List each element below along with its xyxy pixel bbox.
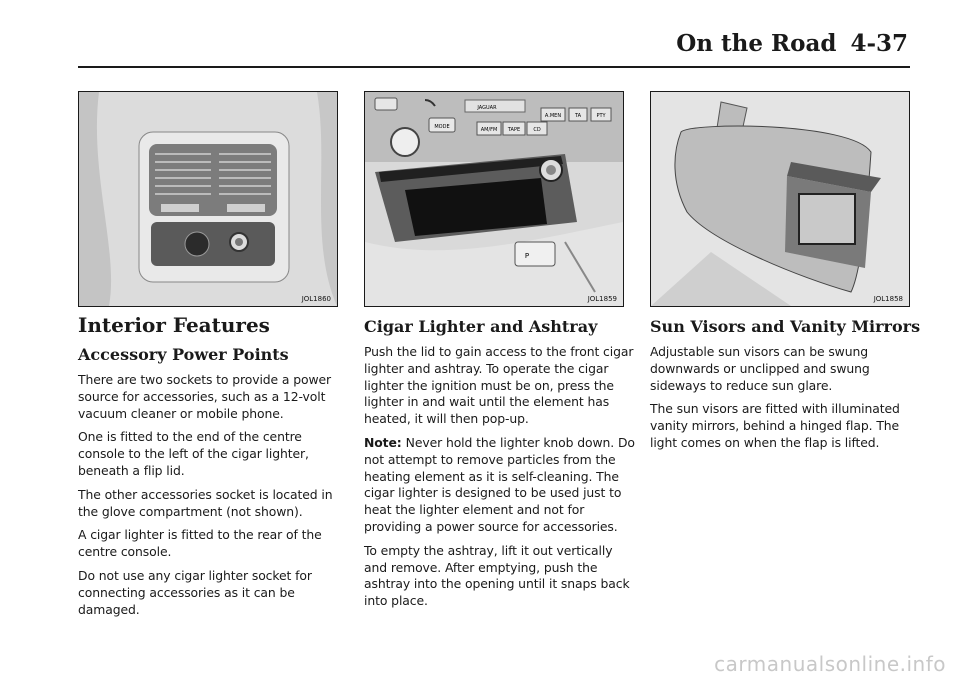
pty-label: PTY — [596, 113, 606, 119]
page-header — [676, 30, 908, 57]
accessory-power-points-heading: Accessory Power Points — [78, 345, 289, 364]
paragraph: One is fitted to the end of the centre console to the left of the cigar lighter, beneath a flip lid. — [78, 429, 309, 478]
column-cigar-lighter — [364, 316, 636, 617]
note-paragraph — [364, 435, 636, 536]
sun-visor-illustration — [651, 92, 909, 306]
paragraph: A cigar lighter is fitted to the rear of the centre console. — [78, 527, 322, 560]
amfm-label: AM/FM — [480, 127, 498, 133]
paragraph: Adjustable sun visors can be swung downwards or unclipped and swung sideways to reduce sun glare. — [650, 344, 870, 393]
column-sun-visors — [650, 316, 922, 459]
note-text: Never hold the lighter knob down. Do not attempt to remove particles from the heating element as it is self-cleaning. The cigar lighter is designed to be used just to heat the lighter element and not for providing a power source for accessories. — [364, 434, 635, 534]
sun-visors-heading: Sun Visors and Vanity Mirrors — [650, 317, 921, 336]
column-interior-features — [78, 312, 350, 625]
section-title: On the Road — [676, 30, 837, 57]
tape-label: TAPE — [507, 127, 521, 133]
power-sockets-illustration — [79, 92, 337, 306]
figure-cigar-lighter — [364, 91, 624, 307]
cigar-lighter-heading: Cigar Lighter and Ashtray — [364, 317, 598, 336]
figure-code: JOL1858 — [873, 295, 903, 303]
brand-label: JAGUAR — [477, 105, 497, 111]
ta-label: TA — [574, 113, 582, 119]
figure-power-sockets — [78, 91, 338, 307]
figure-code: JOL1860 — [301, 295, 331, 303]
paragraph: The other accessories socket is located in the glove compartment (not shown). — [78, 486, 333, 519]
mode-button-label: MODE — [434, 124, 450, 130]
paragraph: Do not use any cigar lighter socket for connecting accessories as it can be damaged. — [78, 567, 312, 617]
paragraph: To empty the ashtray, lift it out vertically and remove. After emptying, push the ashtray into the opening until it snaps back into place. — [364, 542, 630, 609]
cd-label: CD — [533, 127, 541, 133]
figure-code: JOL1859 — [587, 295, 617, 303]
watermark: carmanualsonline.info — [714, 652, 946, 676]
cigar-lighter-illustration — [365, 92, 623, 306]
page-number: 4-37 — [850, 30, 908, 57]
paragraph: There are two sockets to provide a power source for accessories, such as a 12-volt vacuum cleaner or mobile phone. — [78, 372, 332, 421]
paragraph: The sun visors are fitted with illuminated vanity mirrors, behind a hinged flap. The light comes on when the flap is lifted. — [650, 401, 900, 450]
gear-p-label: P — [524, 252, 530, 260]
amenu-label: A.MEN — [544, 113, 562, 119]
paragraph: Push the lid to gain access to the front cigar lighter and ashtray. To operate the cigar lighter the ignition must be on, press the lighter in and wait until the element has heated, it will then pop-up. — [364, 344, 634, 427]
header-rule — [78, 66, 910, 68]
note-label: Note: — [364, 434, 402, 450]
figure-sun-visor — [650, 91, 910, 307]
interior-features-heading: Interior Features — [78, 313, 270, 337]
